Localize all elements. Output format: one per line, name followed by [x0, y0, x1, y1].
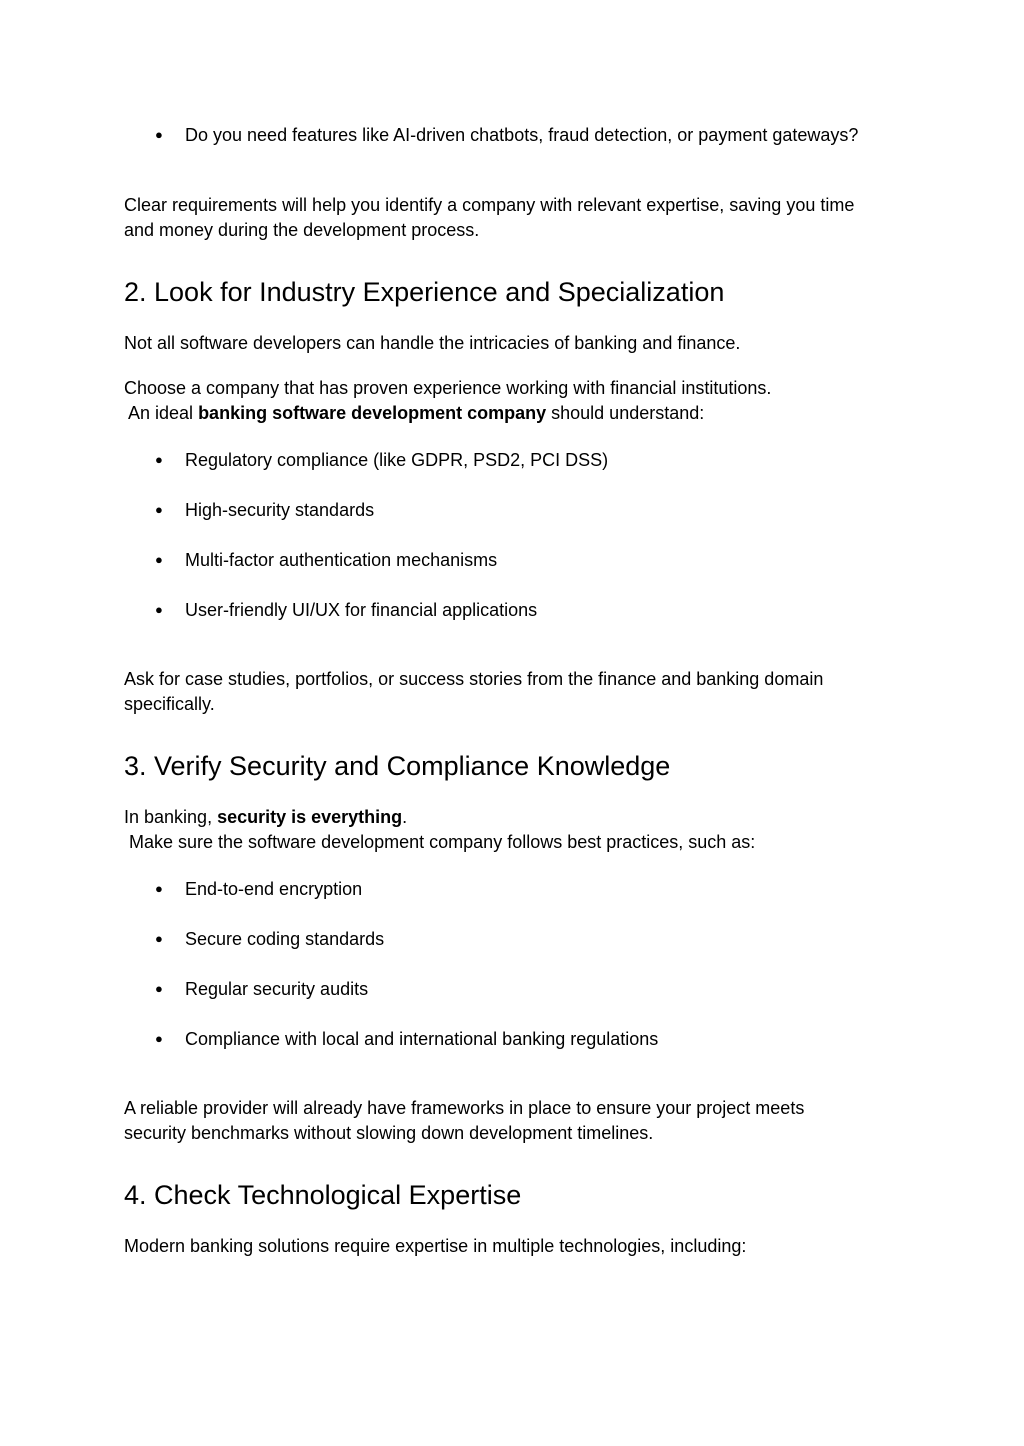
- paragraph-line: and money during the development process.: [124, 220, 480, 240]
- bold-text: banking software development company: [198, 403, 547, 423]
- paragraph-reliable-provider: [124, 1096, 914, 1146]
- paragraph-line: Choose a company that has proven experience working with financial institutions.: [124, 378, 772, 398]
- bullet-icon: ●: [155, 502, 163, 517]
- list-item-text: Regular security audits: [185, 979, 369, 999]
- paragraph-clear-requirements: [124, 193, 914, 243]
- list-item-text: User-friendly UI/UX for financial applications: [185, 600, 538, 620]
- bullet-icon: ●: [155, 981, 163, 996]
- paragraph-line: [124, 805, 914, 830]
- paragraph-case-studies: [124, 667, 914, 717]
- section-heading-industry-experience: 2. Look for Industry Experience and Specialization: [124, 277, 725, 307]
- list-item-text: End-to-end encryption: [185, 879, 363, 899]
- text-run: In banking,: [124, 807, 218, 827]
- list-item-text: Multi-factor authentication mechanisms: [185, 550, 498, 570]
- paragraph-choose-company: [124, 376, 914, 426]
- paragraph-in-banking: [124, 805, 914, 855]
- list-item-text: Regulatory compliance (like GDPR, PSD2, PCI DSS): [185, 450, 609, 470]
- paragraph-line: Modern banking solutions require expertise in multiple technologies, including:: [124, 1236, 747, 1256]
- paragraph-line: specifically.: [124, 694, 215, 714]
- text-run: An ideal: [124, 403, 199, 423]
- list-item-text: Compliance with local and international banking regulations: [185, 1029, 659, 1049]
- paragraph-line: Make sure the software development company follows best practices, such as:: [124, 832, 756, 852]
- bullet-icon: ●: [155, 931, 163, 946]
- list-item-text: Secure coding standards: [185, 929, 385, 949]
- section-heading-security-compliance: 3. Verify Security and Compliance Knowledge: [124, 751, 671, 781]
- list-item-text: High-security standards: [185, 500, 375, 520]
- bullet-icon: ●: [155, 552, 163, 567]
- paragraph-line: security benchmarks without slowing down development timelines.: [124, 1123, 654, 1143]
- bold-text: security is everything: [217, 807, 403, 827]
- paragraph-modern-banking: [124, 1234, 914, 1259]
- text-run: should understand:: [546, 403, 705, 423]
- text-run: .: [402, 807, 408, 827]
- paragraph-not-all-developers: [124, 331, 914, 356]
- paragraph-line: Not all software developers can handle the intricacies of banking and finance.: [124, 333, 741, 353]
- paragraph-line: [124, 401, 914, 426]
- paragraph-line: Clear requirements will help you identify a company with relevant expertise, saving you time: [124, 195, 855, 215]
- bullet-icon: ●: [155, 127, 163, 142]
- bullet-icon: ●: [155, 602, 163, 617]
- list-item-text: Do you need features like AI-driven chatbots, fraud detection, or payment gateways?: [185, 125, 859, 145]
- paragraph-line: Ask for case studies, portfolios, or success stories from the finance and banking domain: [124, 669, 824, 689]
- bullet-icon: ●: [155, 881, 163, 896]
- bullet-icon: ●: [155, 452, 163, 467]
- paragraph-line: A reliable provider will already have frameworks in place to ensure your project meets: [124, 1098, 805, 1118]
- section-heading-technological-expertise: 4. Check Technological Expertise: [124, 1180, 522, 1210]
- bullet-icon: ●: [155, 1031, 163, 1046]
